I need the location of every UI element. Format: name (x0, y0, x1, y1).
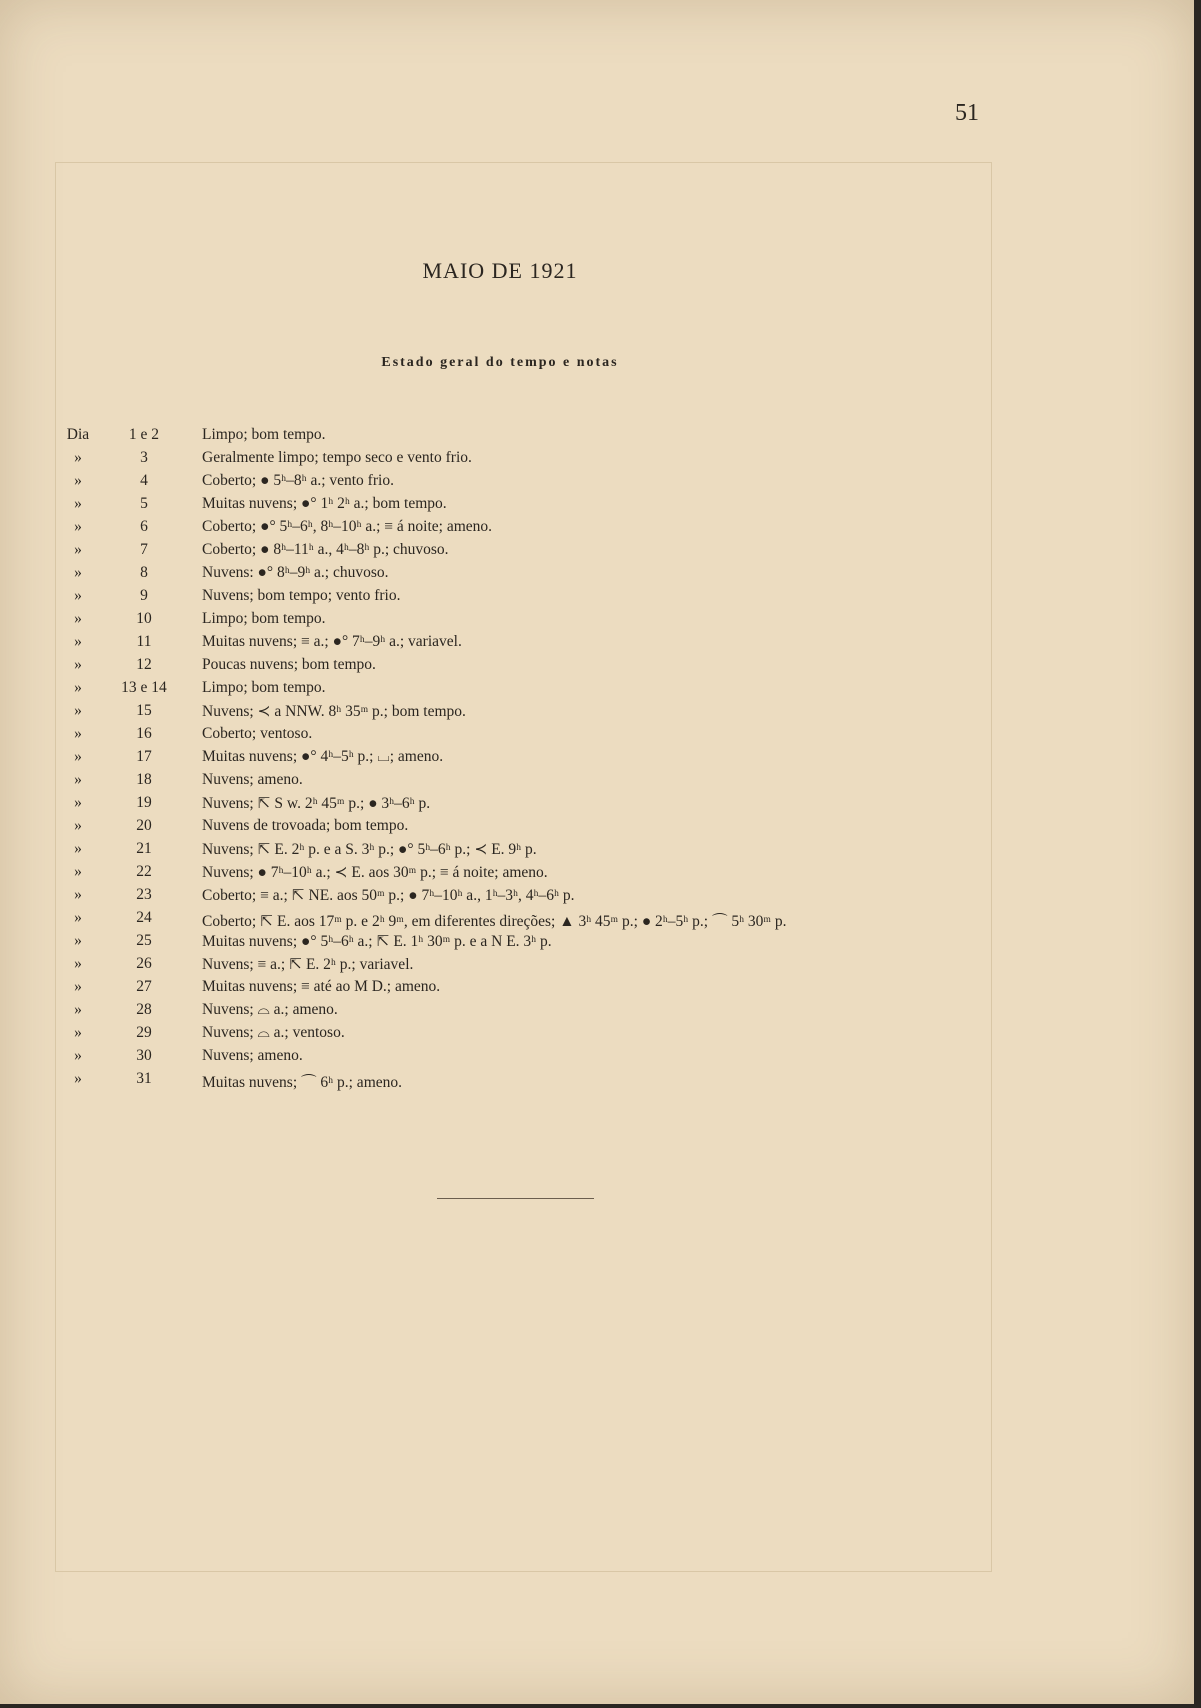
list-item (0, 1047, 1000, 1070)
day-number: 7 (140, 541, 148, 558)
day-number: 6 (140, 518, 148, 535)
row-label: » (74, 932, 82, 949)
row-label: » (74, 449, 82, 466)
list-item (0, 679, 1000, 702)
weather-note: Coberto; ≡ a.; ⇱ NE. aos 50ᵐ p.; ● 7ʰ–10ʰ a., 1ʰ–3ʰ, 4ʰ–6ʰ p. (202, 887, 575, 904)
row-label: » (74, 840, 82, 857)
row-label: » (74, 633, 82, 650)
list-item (0, 656, 1000, 679)
row-label: » (74, 656, 82, 673)
row-label: » (74, 679, 82, 696)
list-item (0, 1024, 1000, 1047)
day-number: 24 (136, 909, 152, 926)
weather-note: Nuvens; ameno. (202, 1047, 303, 1064)
row-label: » (74, 771, 82, 788)
day-number: 17 (136, 748, 152, 765)
weather-note: Limpo; bom tempo. (202, 679, 326, 696)
day-number: 28 (136, 1001, 152, 1018)
day-number: 26 (136, 955, 152, 972)
row-label: » (74, 1047, 82, 1064)
row-label: » (74, 610, 82, 627)
list-item (0, 840, 1000, 863)
weather-note: Geralmente limpo; tempo seco e vento frio. (202, 449, 472, 466)
row-label: » (74, 472, 82, 489)
row-label: » (74, 817, 82, 834)
list-item (0, 587, 1000, 610)
weather-note: Nuvens; ameno. (202, 771, 303, 788)
list-item (0, 564, 1000, 587)
day-number: 19 (136, 794, 152, 811)
weather-note: Nuvens; ● 7ʰ–10ʰ a.; ≺ E. aos 30ᵐ p.; ≡ á noite; ameno. (202, 864, 548, 881)
day-number: 1 e 2 (128, 426, 160, 443)
list-item (0, 886, 1000, 909)
list-item (0, 1070, 1000, 1093)
day-number: 4 (140, 472, 148, 489)
day-number: 5 (140, 495, 148, 512)
list-item (0, 771, 1000, 794)
weather-note: Muitas nuvens; ●° 5ʰ–6ʰ a.; ⇱ E. 1ʰ 30ᵐ p. e a N E. 3ʰ p. (202, 933, 552, 950)
weather-note: Muitas nuvens; ⌒ 6ʰ p.; ameno. (202, 1074, 403, 1091)
row-label: Dia (66, 426, 90, 443)
list-item (0, 748, 1000, 771)
row-label: » (74, 909, 82, 926)
row-label: » (74, 495, 82, 512)
row-label: » (74, 955, 82, 972)
day-number: 11 (136, 633, 152, 650)
row-label: » (74, 794, 82, 811)
day-number: 27 (136, 978, 152, 995)
day-number: 10 (136, 610, 152, 627)
day-number: 23 (136, 886, 152, 903)
weather-note: Nuvens; ⇱ S w. 2ʰ 45ᵐ p.; ● 3ʰ–6ʰ p. (202, 795, 431, 812)
weather-note: Muitas nuvens; ●° 4ʰ–5ʰ p.; ⌴; ameno. (202, 748, 444, 765)
row-label: » (74, 518, 82, 535)
row-label: » (74, 541, 82, 558)
weather-note: Nuvens; ≺ a NNW. 8ʰ 35ᵐ p.; bom tempo. (202, 703, 466, 720)
list-item (0, 955, 1000, 978)
list-item (0, 978, 1000, 1001)
row-label: » (74, 748, 82, 765)
row-label: » (74, 702, 82, 719)
row-label: » (74, 587, 82, 604)
day-number: 9 (140, 587, 148, 604)
day-number: 29 (136, 1024, 152, 1041)
row-label: » (74, 725, 82, 742)
page-number: 51 (955, 100, 979, 126)
weather-note: Coberto; ⇱ E. aos 17ᵐ p. e 2ʰ 9ᵐ, em diferentes direções; ▲ 3ʰ 45ᵐ p.; ● 2ʰ–5ʰ p.; ⌒ 5ʰ 30ᵐ p. (202, 913, 787, 930)
weather-note: Poucas nuvens; bom tempo. (202, 656, 376, 673)
weather-note: Coberto; ventoso. (202, 725, 313, 742)
day-number: 8 (140, 564, 148, 581)
row-label: » (74, 1024, 82, 1041)
day-number: 13 e 14 (121, 679, 167, 696)
weather-note: Coberto; ● 5ʰ–8ʰ a.; vento frio. (202, 472, 394, 489)
weather-note: Muitas nuvens; ≡ a.; ●° 7ʰ–9ʰ a.; variavel. (202, 633, 462, 650)
list-item (0, 495, 1000, 518)
list-item (0, 449, 1000, 472)
weather-note: Muitas nuvens; ≡ até ao M D.; ameno. (202, 978, 441, 995)
day-number: 30 (136, 1047, 152, 1064)
list-item (0, 932, 1000, 955)
day-number: 16 (136, 725, 152, 742)
list-item (0, 426, 1000, 449)
day-number: 15 (136, 702, 152, 719)
row-label: » (74, 863, 82, 880)
list-item (0, 541, 1000, 564)
closing-rule (437, 1198, 594, 1199)
weather-note: Nuvens; ⌓ a.; ventoso. (202, 1024, 345, 1041)
row-label: » (74, 564, 82, 581)
weather-note: Nuvens; ⌓ a.; ameno. (202, 1001, 338, 1018)
weather-note: Limpo; bom tempo. (202, 426, 326, 443)
day-number: 22 (136, 863, 152, 880)
list-item (0, 863, 1000, 886)
day-number: 3 (140, 449, 148, 466)
day-number: 18 (136, 771, 152, 788)
weather-note: Coberto; ● 8ʰ–11ʰ a., 4ʰ–8ʰ p.; chuvoso. (202, 541, 449, 558)
row-label: » (74, 978, 82, 995)
list-item (0, 794, 1000, 817)
weather-note: Nuvens; ⇱ E. 2ʰ p. e a S. 3ʰ p.; ●° 5ʰ–6ʰ p.; ≺ E. 9ʰ p. (202, 841, 537, 858)
weather-notes-list (0, 426, 1000, 1093)
day-number: 12 (136, 656, 152, 673)
weather-note: Coberto; ●° 5ʰ–6ʰ, 8ʰ–10ʰ a.; ≡ á noite; ameno. (202, 518, 493, 535)
list-item (0, 610, 1000, 633)
weather-note: Nuvens; ≡ a.; ⇱ E. 2ʰ p.; variavel. (202, 956, 414, 973)
list-item (0, 817, 1000, 840)
day-number: 25 (136, 932, 152, 949)
list-item (0, 702, 1000, 725)
list-item (0, 472, 1000, 495)
day-number: 31 (136, 1070, 152, 1087)
row-label: » (74, 886, 82, 903)
weather-note: Nuvens de trovoada; bom tempo. (202, 817, 409, 834)
day-number: 21 (136, 840, 152, 857)
list-item (0, 518, 1000, 541)
list-item (0, 725, 1000, 748)
list-item (0, 1001, 1000, 1024)
page-title: MAIO DE 1921 (422, 258, 578, 283)
list-item (0, 909, 1000, 932)
weather-note: Muitas nuvens; ●° 1ʰ 2ʰ a.; bom tempo. (202, 495, 447, 512)
weather-note: Limpo; bom tempo. (202, 610, 326, 627)
row-label: » (74, 1070, 82, 1087)
section-subtitle: Estado geral do tempo e notas (381, 355, 619, 370)
weather-note: Nuvens; bom tempo; vento frio. (202, 587, 401, 604)
weather-note: Nuvens: ●° 8ʰ–9ʰ a.; chuvoso. (202, 564, 389, 581)
list-item (0, 633, 1000, 656)
row-label: » (74, 1001, 82, 1018)
day-number: 20 (136, 817, 152, 834)
